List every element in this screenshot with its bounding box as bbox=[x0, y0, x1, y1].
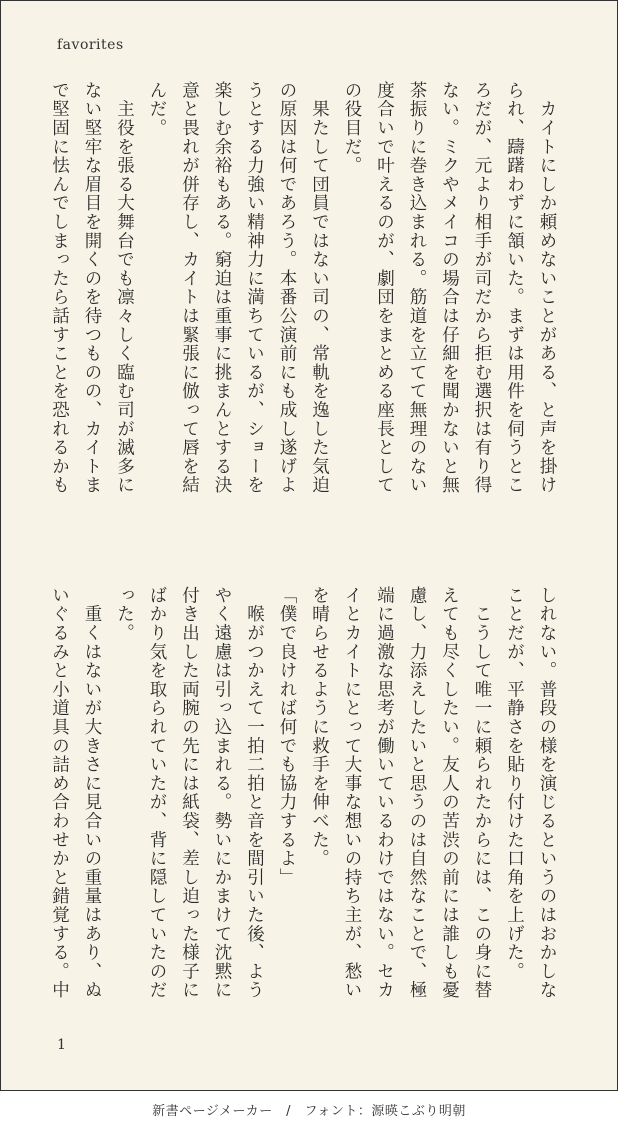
text-line: しれない。普段の様を演じるというのはおかしな bbox=[537, 586, 557, 1000]
text-line: の役目だ。 bbox=[342, 81, 362, 175]
footer-credit: 新書ページメーカー / フォント：源暎こぶり明朝 bbox=[152, 1104, 466, 1119]
text-line: ろだが、元より相手が司だから拒む選択は有り得 bbox=[472, 81, 492, 495]
text-line: 「僕で良ければ何でも協力するよ」 bbox=[277, 586, 297, 887]
text-block-upper bbox=[49, 81, 563, 521]
text-block-lower bbox=[49, 586, 563, 1006]
text-line: カイトにしか頼めないことがある、と声を掛け bbox=[537, 81, 557, 495]
text-line: 茶振りに巻き込まれる。筋道を立てて無理のない bbox=[407, 81, 427, 495]
text-line: 楽しむ余裕もある。窮迫は重事に挑まんとする決 bbox=[212, 81, 232, 495]
text-line: 喉がつかえて一拍二拍と音を間引いた後、よう bbox=[244, 586, 265, 1000]
text-line: 付き出した両腕の先には紙袋、差し迫った様子に bbox=[179, 586, 200, 1000]
text-line: いぐるみと小道具の詰め合わせかと錯覚する。中 bbox=[49, 586, 70, 1000]
text-line: ない堅牢な眉目を開くのを待つものの、カイトま bbox=[82, 81, 102, 495]
text-line: 慮し、力添えしたいと思うのは自然なことで、極 bbox=[407, 586, 427, 1000]
text-line: で堅固に怯んでしまったら話すことを恐れるかも bbox=[49, 81, 70, 495]
text-line: 重くはないが大きさに見合いの重量はあり、ぬ bbox=[82, 586, 102, 1000]
text-line: うとする力強い精神力に満ちているが、ショーを bbox=[244, 81, 265, 495]
text-line: んだ。 bbox=[147, 81, 167, 138]
text-line: こうして唯一に頼られたからには、この身に替 bbox=[472, 586, 492, 1000]
text-line: ばかり気を取られていたが、背に隠していたのだ bbox=[147, 586, 167, 1000]
text-line: イとカイトにとって大事な想いの持ち主が、愁い bbox=[342, 586, 362, 1000]
text-line: えても尽くしたい。友人の苦渋の前には誰しも憂 bbox=[439, 586, 460, 1000]
text-line: 果たして団員ではない司の、常軌を逸した気迫 bbox=[309, 81, 330, 495]
text-line: 度合いで叶えるのが、劇団をまとめる座長として bbox=[374, 81, 395, 495]
text-line: の原因は何であろう。本番公演前にも成し遂げよ bbox=[277, 81, 297, 495]
text-line: 主役を張る大舞台でも凛々しく臨む司が滅多に bbox=[114, 81, 135, 495]
text-line: 端に過激な思考が働いているわけではない。セカ bbox=[374, 586, 395, 1000]
text-line: ことだが、平静さを貼り付けた口角を上げた。 bbox=[504, 586, 525, 981]
page-header-title: favorites bbox=[57, 37, 124, 53]
text-line: やく遠慮は引っ込まれる。勢いにかまけて沈黙に bbox=[212, 586, 232, 1000]
text-line: られ、躊躇わずに頷いた。まずは用件を伺うとこ bbox=[504, 81, 525, 495]
page-number: 1 bbox=[57, 1037, 66, 1053]
text-line: 意と畏れが併存し、カイトは緊張に倣って唇を結 bbox=[179, 81, 200, 495]
text-line: ない。ミクやメイコの場合は仔細を聞かないと無 bbox=[439, 81, 460, 495]
text-line: を晴らせるように救手を伸べた。 bbox=[309, 586, 330, 868]
text-line: った。 bbox=[114, 586, 135, 643]
